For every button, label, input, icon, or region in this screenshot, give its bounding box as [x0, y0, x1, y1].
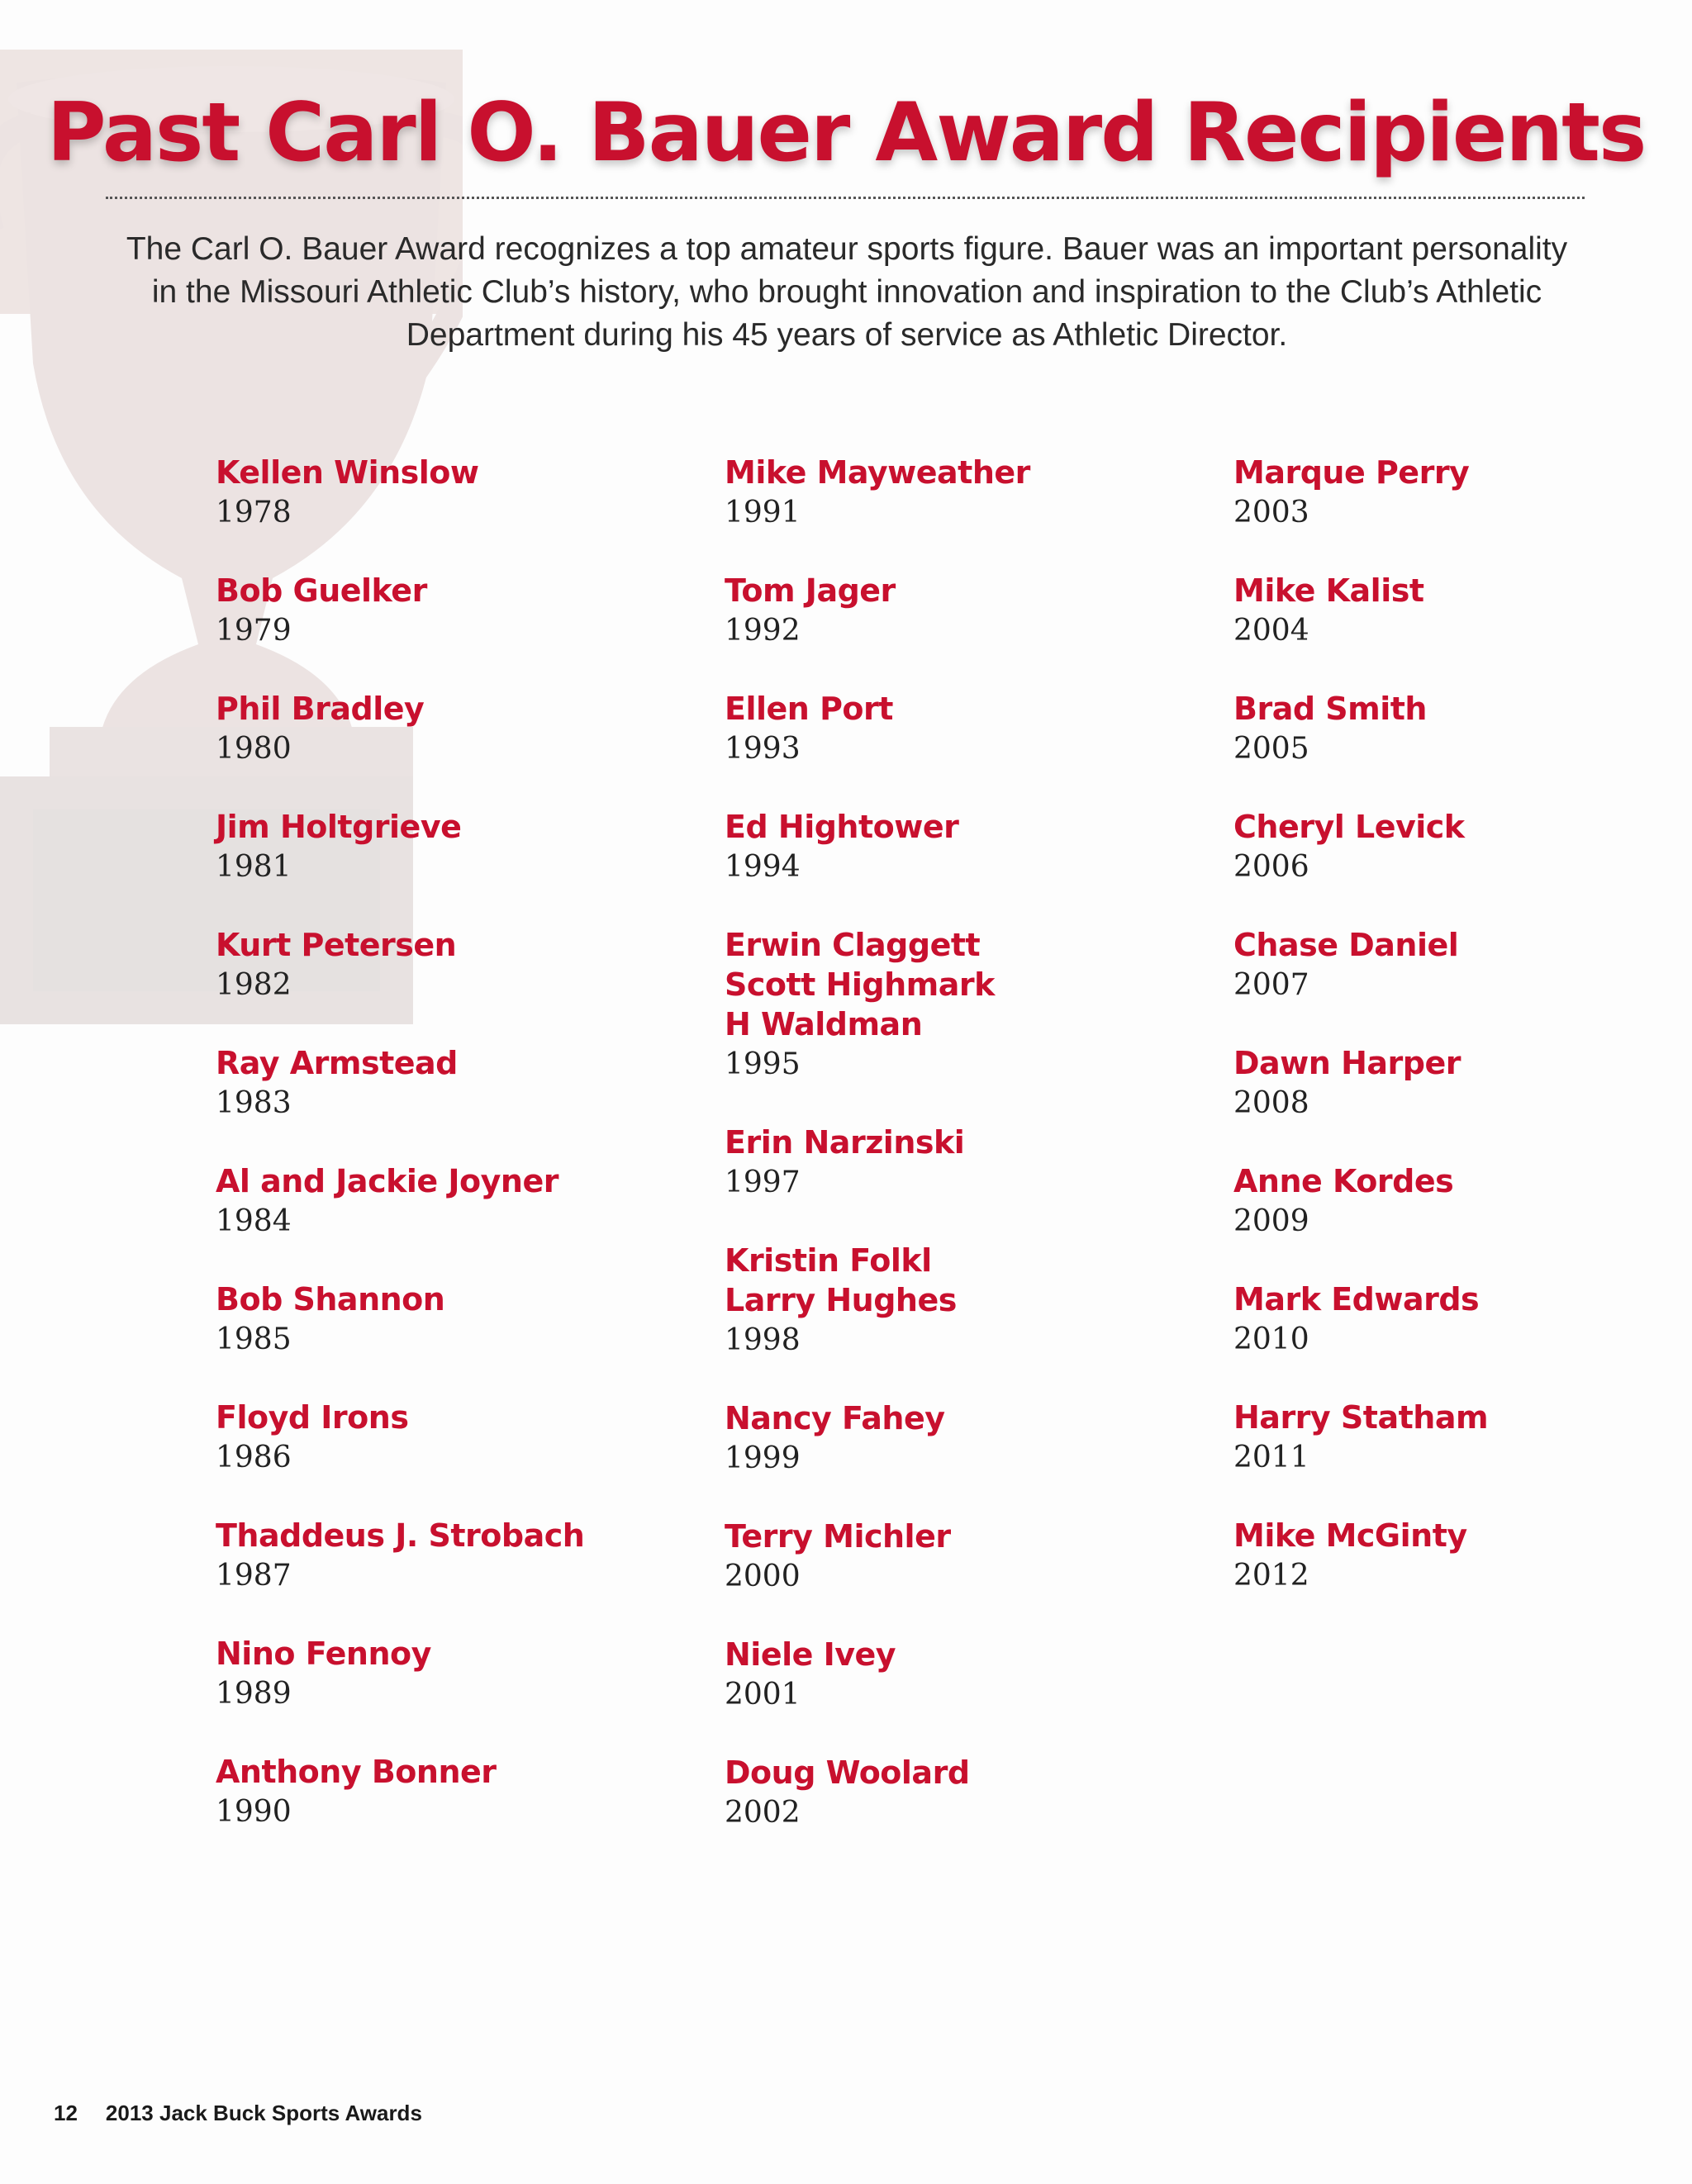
- recipient-entry: [1233, 689, 1488, 769]
- recipient-entry: [725, 689, 1030, 769]
- award-year: 1987: [216, 1559, 292, 1593]
- recipient-entry: [725, 1635, 1030, 1715]
- recipient-entry: [216, 689, 584, 769]
- award-year: 1985: [216, 1322, 292, 1356]
- award-year: 2002: [725, 1796, 801, 1830]
- page-title: Past Carl O. Bauer Award Recipients: [46, 86, 1646, 180]
- recipient-entry: [725, 453, 1030, 533]
- recipient-name: Ellen Port: [725, 691, 893, 727]
- recipient-names: [725, 925, 1030, 1044]
- recipient-entry: [1233, 807, 1488, 887]
- recipients-column-3: [1233, 453, 1488, 1634]
- intro-paragraph: The Carl O. Bauer Award recognizes a top amateur sports figure. Bauer was an important personality in the Missouri Athletic Club’s history, who brought innovation and inspiration to the Club’s Athletic Department during his 45 years of service as Athletic Director.: [126, 231, 1568, 353]
- recipients-column-2: [725, 453, 1030, 1871]
- recipient-entry: [725, 1123, 1030, 1203]
- recipient-entry: [1233, 571, 1488, 651]
- award-year: 1979: [216, 614, 292, 648]
- recipient-entry: [1233, 1043, 1488, 1123]
- award-year: 2012: [1233, 1559, 1309, 1593]
- recipient-entry: [216, 1398, 584, 1478]
- recipient-names: [725, 689, 1030, 729]
- award-year: 1983: [216, 1086, 292, 1120]
- recipient-name: Chase Daniel: [1233, 927, 1459, 963]
- recipient-names: [216, 1280, 584, 1319]
- recipient-entry: [725, 925, 1030, 1085]
- recipient-name: Anthony Bonner: [216, 1754, 497, 1790]
- recipient-name: Nancy Fahey: [725, 1400, 945, 1436]
- recipient-name: Mark Edwards: [1233, 1281, 1480, 1318]
- recipient-entry: [1233, 1398, 1488, 1478]
- award-year: 1992: [725, 614, 801, 648]
- recipient-names: [1233, 1398, 1488, 1437]
- award-year: 2009: [1233, 1204, 1309, 1238]
- recipient-entry: [725, 1241, 1030, 1360]
- recipient-name: Brad Smith: [1233, 691, 1427, 727]
- recipient-names: [725, 1635, 1030, 1674]
- recipient-name: Bob Guelker: [216, 572, 427, 609]
- recipient-names: [1233, 1516, 1488, 1555]
- award-year: 1998: [725, 1323, 801, 1357]
- recipient-name: Bob Shannon: [216, 1281, 445, 1318]
- recipient-entry: [216, 1280, 584, 1360]
- recipient-name: Cheryl Levick: [1233, 809, 1465, 845]
- recipient-name: Kellen Winslow: [216, 454, 479, 491]
- recipient-names: [725, 453, 1030, 492]
- recipient-entry: [1233, 453, 1488, 533]
- recipient-names: [1233, 689, 1488, 729]
- recipient-entry: [216, 807, 584, 887]
- recipient-name: Al and Jackie Joyner: [216, 1163, 558, 1199]
- recipient-name: Ed Hightower: [725, 809, 959, 845]
- recipient-names: [1233, 1280, 1488, 1319]
- recipient-name: Thaddeus J. Strobach: [216, 1517, 585, 1554]
- recipient-name: Larry Hughes: [725, 1282, 957, 1318]
- award-year: 2005: [1233, 732, 1309, 766]
- recipient-name: Ray Armstead: [216, 1045, 458, 1081]
- award-year: 2006: [1233, 850, 1309, 884]
- recipient-name: Marque Perry: [1233, 454, 1470, 491]
- award-year: 1982: [216, 968, 292, 1002]
- recipient-entry: [1233, 1280, 1488, 1360]
- recipient-name: Niele Ivey: [725, 1636, 896, 1673]
- recipient-names: [1233, 571, 1488, 610]
- award-year: 1981: [216, 850, 292, 884]
- recipient-names: [1233, 1043, 1488, 1083]
- recipient-names: [216, 689, 584, 729]
- recipient-entry: [1233, 1161, 1488, 1242]
- award-year: 1989: [216, 1677, 292, 1711]
- award-year: 2011: [1233, 1441, 1309, 1474]
- recipient-name: Mike Mayweather: [725, 454, 1030, 491]
- recipient-names: [725, 1123, 1030, 1162]
- award-year: 1984: [216, 1204, 292, 1238]
- award-year: 2008: [1233, 1086, 1309, 1120]
- award-year: 2010: [1233, 1322, 1309, 1356]
- recipient-name: Kristin Folkl: [725, 1242, 932, 1279]
- award-year: 2001: [725, 1678, 801, 1712]
- recipient-entry: [1233, 1516, 1488, 1596]
- award-year: 1999: [725, 1441, 801, 1475]
- recipient-entry: [725, 1753, 1030, 1833]
- recipient-entry: [216, 453, 584, 533]
- recipient-name: Tom Jager: [725, 572, 896, 609]
- recipient-names: [216, 1752, 584, 1792]
- recipient-entry: [216, 571, 584, 651]
- page-footer: [54, 2101, 422, 2126]
- recipient-name: Floyd Irons: [216, 1399, 409, 1436]
- recipients-column-1: [216, 453, 584, 1870]
- recipient-name: Erwin Claggett: [725, 927, 981, 963]
- award-year: 1990: [216, 1795, 292, 1829]
- recipient-name: Erin Narzinski: [725, 1124, 965, 1161]
- recipient-name: H Waldman: [725, 1006, 923, 1042]
- award-year: 2004: [1233, 614, 1309, 648]
- recipient-names: [725, 807, 1030, 847]
- recipient-name: Dawn Harper: [1233, 1045, 1461, 1081]
- recipient-names: [725, 1241, 1030, 1320]
- recipient-entry: [725, 1517, 1030, 1597]
- recipient-name: Doug Woolard: [725, 1754, 970, 1791]
- recipient-entry: [216, 925, 584, 1005]
- recipient-names: [1233, 453, 1488, 492]
- recipient-name: Kurt Petersen: [216, 927, 457, 963]
- recipient-names: [725, 571, 1030, 610]
- recipient-names: [216, 571, 584, 610]
- award-year: 1991: [725, 496, 801, 529]
- award-year: 2007: [1233, 968, 1309, 1002]
- recipient-name: Anne Kordes: [1233, 1163, 1454, 1199]
- dotted-divider: [106, 197, 1585, 199]
- recipient-name: Scott Highmark: [725, 966, 995, 1003]
- recipient-name: Harry Statham: [1233, 1399, 1489, 1436]
- page-number: 12: [54, 2101, 78, 2125]
- recipient-entry: [216, 1161, 584, 1242]
- recipient-names: [216, 1161, 584, 1201]
- recipient-name: Terry Michler: [725, 1518, 951, 1555]
- award-year: 2003: [1233, 496, 1309, 529]
- recipient-names: [216, 1634, 584, 1674]
- publication-name: 2013 Jack Buck Sports Awards: [105, 2101, 422, 2125]
- award-year: 1978: [216, 496, 292, 529]
- recipient-names: [725, 1398, 1030, 1438]
- recipient-entry: [1233, 925, 1488, 1005]
- recipient-entry: [725, 571, 1030, 651]
- recipient-entry: [216, 1516, 584, 1596]
- recipient-names: [1233, 1161, 1488, 1201]
- recipient-names: [216, 453, 584, 492]
- recipient-names: [216, 1398, 584, 1437]
- recipient-name: Nino Fennoy: [216, 1636, 431, 1672]
- award-year: 1986: [216, 1441, 292, 1474]
- award-year: 1993: [725, 732, 801, 766]
- award-year: 1994: [725, 850, 801, 884]
- recipient-entry: [216, 1634, 584, 1714]
- recipient-names: [216, 925, 584, 965]
- recipient-names: [216, 1043, 584, 1083]
- recipient-names: [725, 1753, 1030, 1792]
- recipient-name: Phil Bradley: [216, 691, 425, 727]
- award-year: 1995: [725, 1047, 801, 1081]
- recipient-name: Mike Kalist: [1233, 572, 1424, 609]
- recipient-entry: [216, 1043, 584, 1123]
- recipient-names: [1233, 925, 1488, 965]
- recipient-entry: [725, 1398, 1030, 1479]
- recipient-name: Mike McGinty: [1233, 1517, 1467, 1554]
- award-year: 1980: [216, 732, 292, 766]
- recipient-names: [216, 807, 584, 847]
- award-year: 1997: [725, 1166, 801, 1199]
- recipient-name: Jim Holtgrieve: [216, 809, 462, 845]
- award-year: 2000: [725, 1560, 801, 1593]
- recipient-names: [725, 1517, 1030, 1556]
- recipient-names: [216, 1516, 584, 1555]
- recipient-entry: [725, 807, 1030, 887]
- recipient-entry: [216, 1752, 584, 1832]
- recipient-names: [1233, 807, 1488, 847]
